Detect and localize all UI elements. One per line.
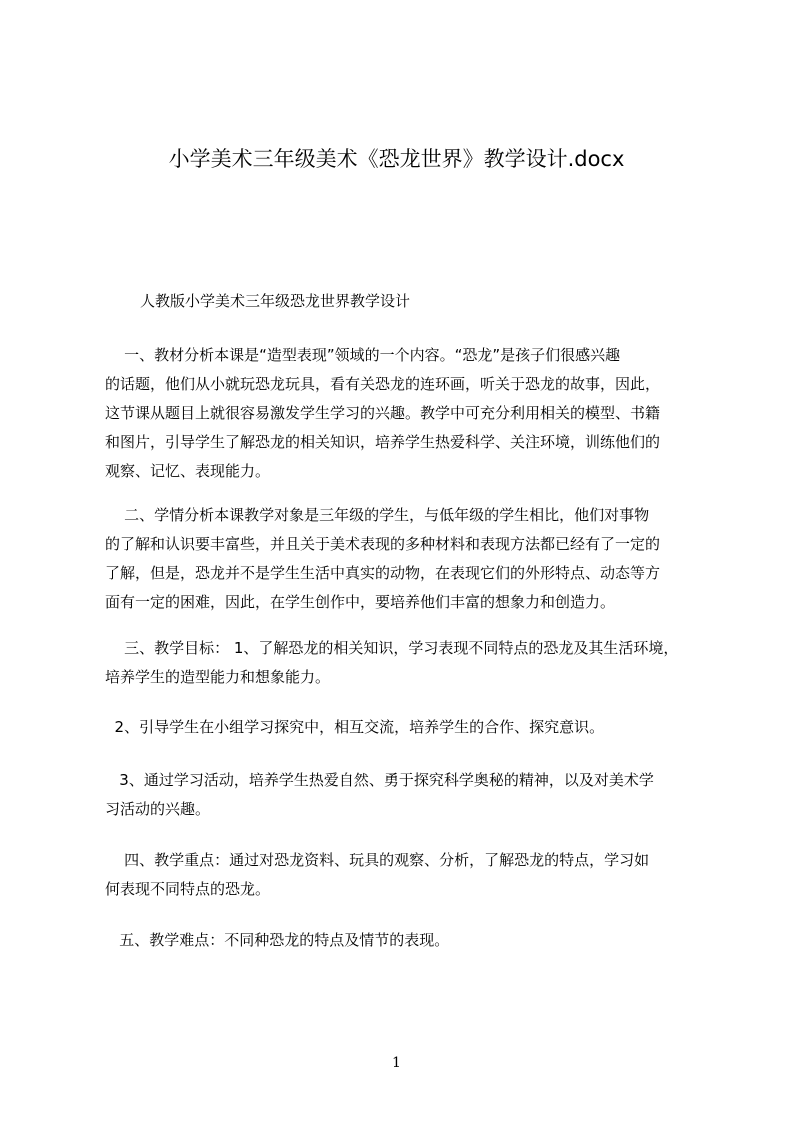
- paragraph-line: 观察、记忆、表现能力。: [105, 462, 271, 480]
- paragraph-line: 四、教学重点：通过对恐龙资料、玩具的观察、分析，了解恐龙的特点，学习如: [105, 851, 650, 869]
- paragraph-key-points: [105, 846, 708, 904]
- paragraph-line: 二、学情分析本课教学对象是三年级的学生，与低年级的学生相比，他们对事物: [105, 506, 650, 524]
- paragraph-difficulties: [105, 926, 708, 955]
- paragraph-goal-3: [105, 766, 708, 824]
- paragraph-line: 三、教学目标： 1、了解恐龙的相关知识，学习表现不同特点的恐龙及其生活环境，: [105, 639, 679, 657]
- paragraph-teaching-goals: [105, 634, 708, 692]
- paragraph-line: 的了解和认识要丰富些，并且关于美术表现的多种材料和表现方法都已经有了一定的: [105, 535, 661, 553]
- paragraph-line: 和图片，引导学生了解恐龙的相关知识，培养学生热爱科学、关注环境，训练他们的: [105, 433, 661, 451]
- paragraph-line: 五、教学难点：不同种恐龙的特点及情节的表现。: [105, 931, 450, 949]
- paragraph-line: 何表现不同特点的恐龙。: [105, 880, 271, 898]
- page-number: 1: [392, 1055, 401, 1071]
- paragraph-learner-analysis: [105, 501, 708, 617]
- paragraph-line: 3、通过学习活动，培养学生热爱自然、勇于探究科学奥秘的精神，以及对美术学: [105, 771, 654, 789]
- paragraph-line: 这节课从题目上就很容易激发学生学习的兴趣。教学中可充分利用相关的模型、书籍: [105, 404, 661, 422]
- document-title: 小学美术三年级美术《恐龙世界》教学设计.docx: [168, 147, 625, 171]
- paragraph-line: 了解，但是，恐龙并不是学生生活中真实的动物，在表现它们的外形特点、动态等方: [105, 564, 661, 582]
- paragraph-line: 习活动的兴趣。: [105, 800, 211, 818]
- document-subtitle: 人教版小学美术三年级恐龙世界教学设计: [140, 292, 411, 310]
- paragraph-line: 2、引导学生在小组学习探究中，相互交流，培养学生的合作、探究意识。: [105, 718, 605, 736]
- paragraph-textbook-analysis: [105, 341, 708, 486]
- paragraph-line: 的话题，他们从小就玩恐龙玩具，看有关恐龙的连环画，听关于恐龙的故事，因此，: [105, 375, 661, 393]
- paragraph-goal-2: [105, 713, 708, 742]
- paragraph-line: 面有一定的困难，因此，在学生创作中，要培养他们丰富的想象力和创造力。: [105, 593, 616, 611]
- paragraph-line: 一、教材分析本课是“造型表现”领域的一个内容。“恐龙”是孩子们很感兴趣: [105, 346, 621, 364]
- paragraph-line: 培养学生的造型能力和想象能力。: [105, 668, 331, 686]
